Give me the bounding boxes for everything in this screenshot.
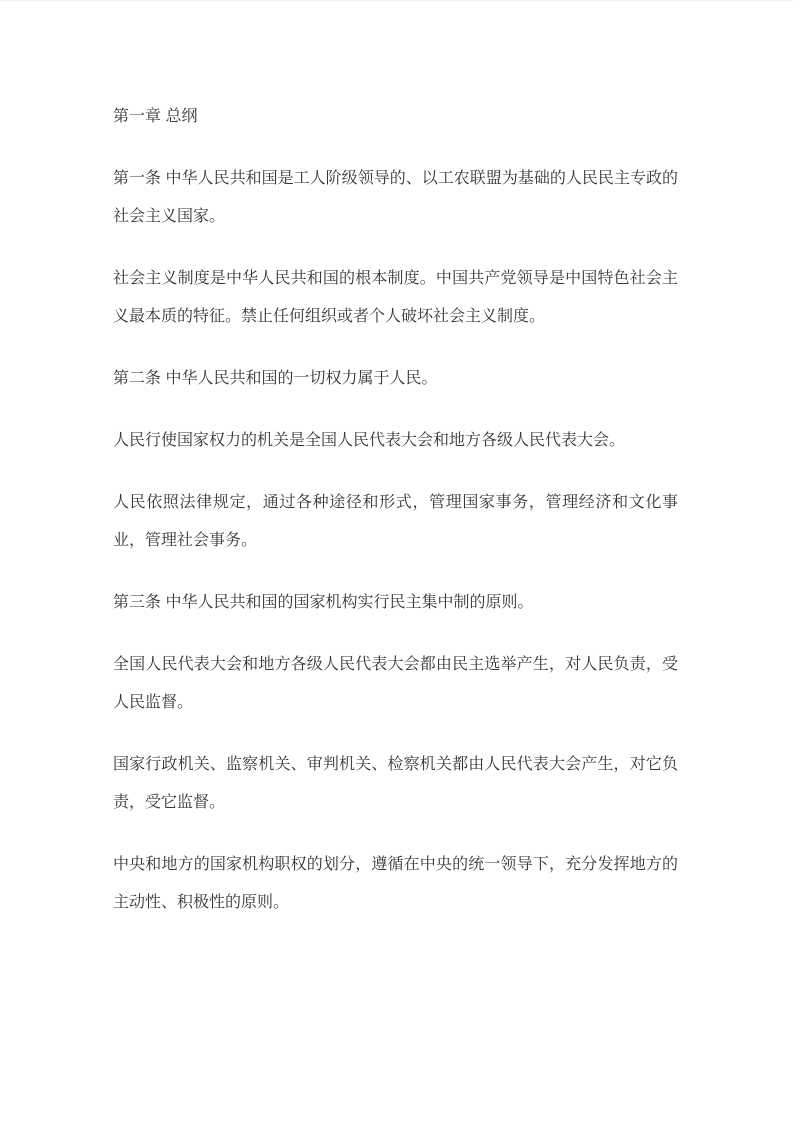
paragraph: 中央和地方的国家机构职权的划分，遵循在中央的统一领导下，充分发挥地方的主动性、积极性的原则。 bbox=[113, 856, 678, 911]
paragraph: 第二条 中华人民共和国的一切权力属于人民。 bbox=[113, 370, 438, 387]
paragraph: 社会主义制度是中华人民共和国的根本制度。中国共产党领导是中国特色社会主义最本质的特征。禁止任何组织或者个人破坏社会主义制度。 bbox=[113, 270, 678, 325]
chapter-title: 第一章 总纲 bbox=[113, 108, 198, 125]
paragraph: 第一条 中华人民共和国是工人阶级领导的、以工农联盟为基础的人民民主专政的社会主义国家。 bbox=[113, 170, 678, 225]
paragraph: 人民行使国家权力的机关是全国人民代表大会和地方各级人民代表大会。 bbox=[113, 432, 626, 449]
paragraph: 国家行政机关、监察机关、审判机关、检察机关都由人民代表大会产生，对它负责，受它监督。 bbox=[113, 756, 678, 811]
paragraph: 全国人民代表大会和地方各级人民代表大会都由民主选举产生，对人民负责，受人民监督。 bbox=[113, 656, 678, 711]
paragraph: 人民依照法律规定，通过各种途径和形式，管理国家事务，管理经济和文化事业，管理社会事务。 bbox=[113, 494, 678, 549]
document-body bbox=[113, 160, 678, 922]
paragraph: 第三条 中华人民共和国的国家机构实行民主集中制的原则。 bbox=[113, 594, 534, 611]
